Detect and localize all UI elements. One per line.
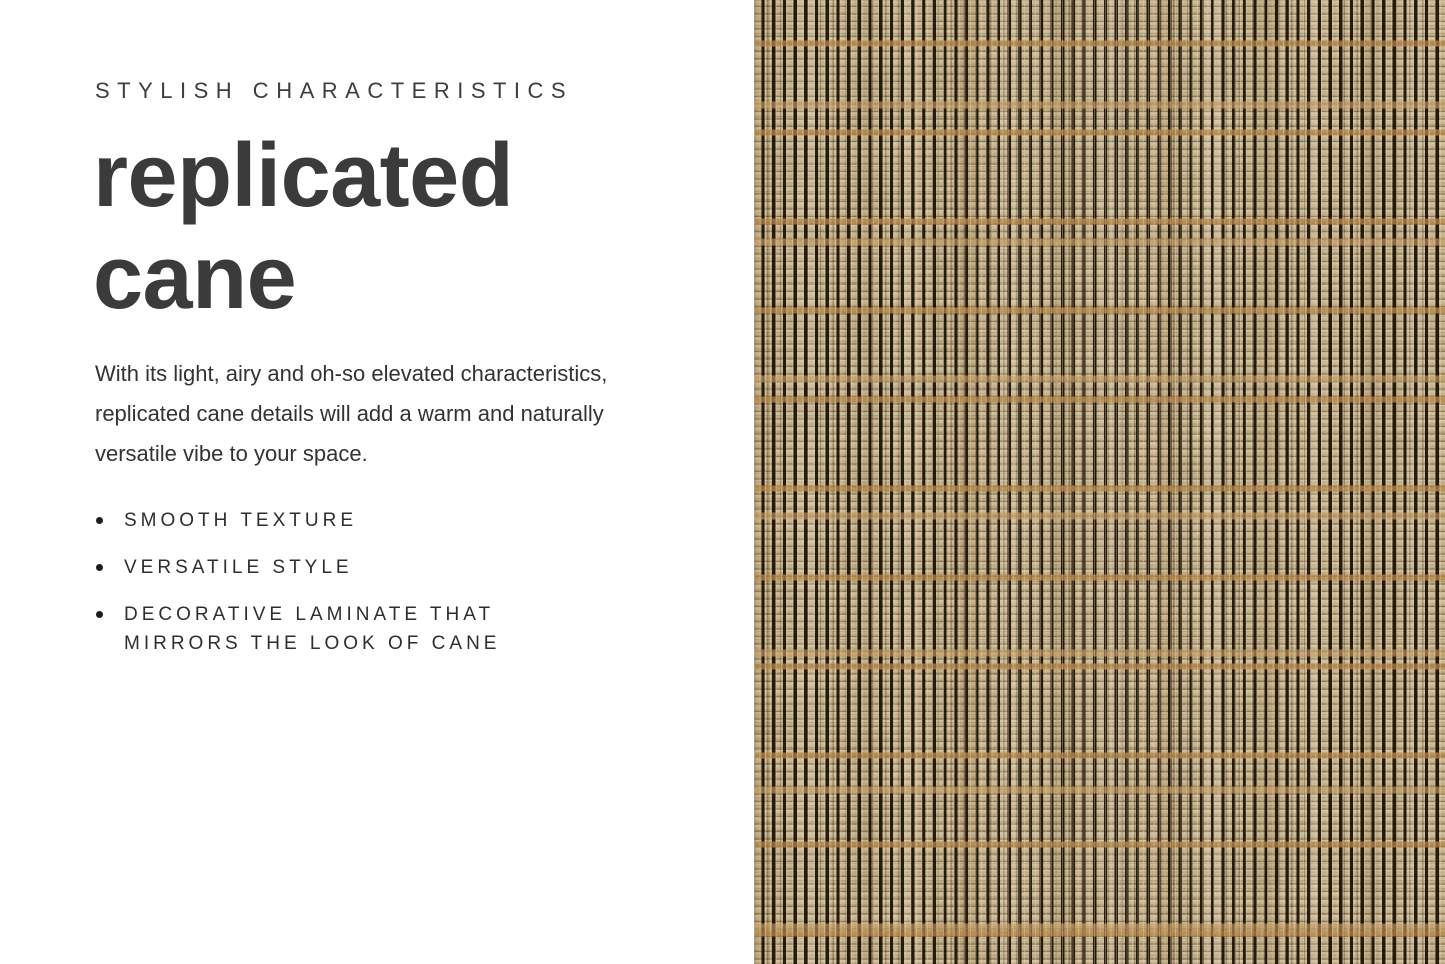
feature-label: VERSATILE STYLE (124, 557, 353, 578)
paragraph-line: versatile vibe to your space. (95, 441, 368, 466)
page-title-line-2: cane (93, 228, 297, 328)
eyebrow-heading: STYLISH CHARACTERISTICS (95, 78, 574, 103)
cane-weave-pattern (754, 0, 1445, 964)
paragraph-line: replicated cane details will add a warm and naturally (95, 401, 604, 426)
paragraph-line: With its light, airy and oh-so elevated characteristics, (95, 361, 608, 386)
feature-label: SMOOTH TEXTURE (124, 510, 357, 531)
page-title-line-1: replicated (93, 126, 514, 226)
page-title (93, 125, 513, 329)
bullet-dot-icon (96, 517, 103, 524)
list-item (95, 600, 565, 658)
list-item (95, 553, 565, 582)
feature-label: DECORATIVE LAMINATE THAT MIRRORS THE LOOK OF CANE (124, 604, 501, 654)
list-item (95, 506, 565, 535)
feature-list (95, 506, 565, 676)
description-paragraph (95, 354, 607, 474)
bullet-dot-icon (96, 611, 103, 618)
bullet-dot-icon (96, 564, 103, 571)
cane-texture-image (754, 0, 1445, 964)
